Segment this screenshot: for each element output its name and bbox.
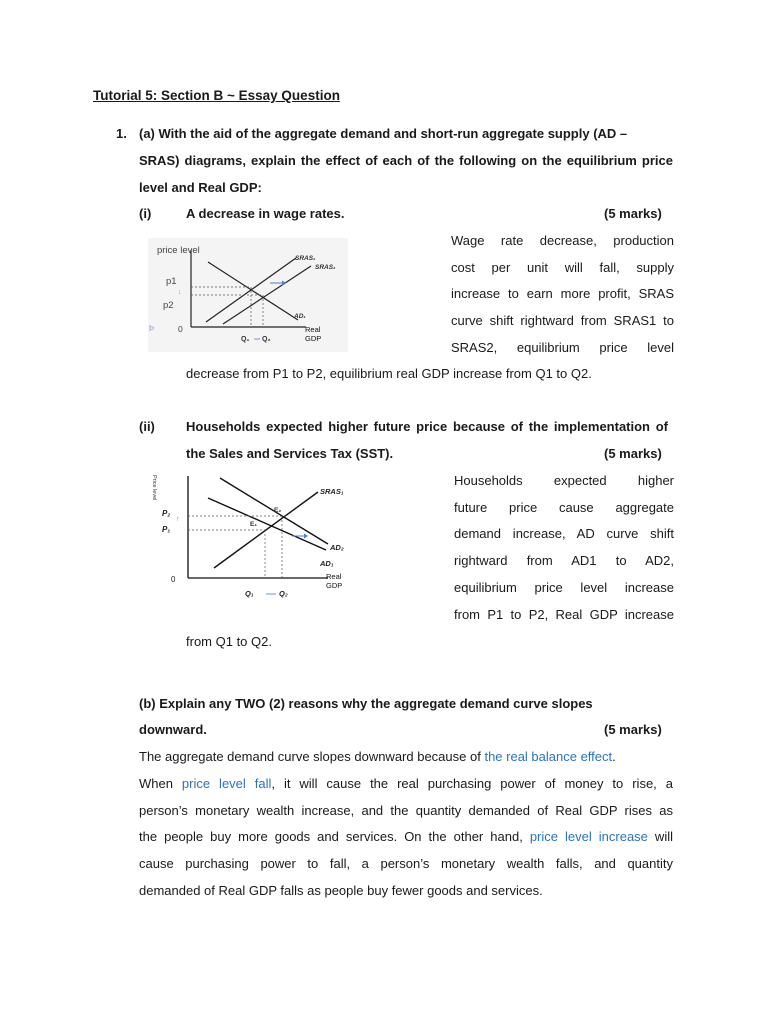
p1-label: P₁ xyxy=(162,525,171,534)
answer-i-line-3: increase to earn more profit, SRAS xyxy=(451,286,674,301)
answer-b-line-5: cause purchasing power to fall, a person’s monetary wealth falls, and quantity xyxy=(139,856,673,871)
highlight-real-balance-effect: the real balance effect xyxy=(484,749,613,764)
answer-i-line-6: decrease from P1 to P2, equilibrium real GDP increase from Q1 to Q2. xyxy=(186,366,592,381)
answer-b-line-2 xyxy=(139,776,673,791)
answer-ii-line-4: rightward from AD1 to AD2, xyxy=(454,553,674,568)
answer-ii-line-7: from Q1 to Q2. xyxy=(186,634,272,649)
highlight-price-level-increase: price level increase xyxy=(529,829,648,844)
q1-label: Q₁ xyxy=(241,336,250,343)
subquestion-ii-text: Households expected higher future price because of the implementation of xyxy=(186,419,668,434)
answer-ii-line-3: demand increase, AD curve shift xyxy=(454,526,674,541)
answer-b-line-6: demanded of Real GDP falls as people buy fewer goods and services. xyxy=(139,883,543,898)
question-b-line-1: (b) Explain any TWO (2) reasons why the aggregate demand curve slopes xyxy=(139,696,593,711)
sras1-label: SRAS₁ xyxy=(295,255,316,262)
y-axis-label: price level xyxy=(157,245,200,256)
price-arrow: ↑ xyxy=(176,516,180,523)
q2-label: Q₂ xyxy=(279,589,288,598)
q1-label: Q₁ xyxy=(245,589,254,598)
shift-arrow-head xyxy=(304,534,308,539)
answer-b-line-3: person’s monetary wealth increase, and the quantity demanded of Real GDP rises as xyxy=(139,803,673,818)
page-title: Tutorial 5: Section B ~ Essay Question xyxy=(93,88,340,103)
x-axis-label-2: GDP xyxy=(326,581,343,590)
ad1-label: AD₁ xyxy=(320,559,334,568)
question-a-line-3: level and Real GDP: xyxy=(139,180,262,195)
e1-label: E₁ xyxy=(250,521,258,528)
subquestion-i-text: A decrease in wage rates. xyxy=(186,206,345,221)
ad1-curve xyxy=(208,498,326,550)
question-a-line-1: (a) With the aid of the aggregate demand and short-run aggregate supply (AD – xyxy=(139,126,628,141)
highlight-price-level-fall: price level fall xyxy=(181,776,272,791)
answer-b-line-4-start: the people buy more goods and services. On the other hand, xyxy=(139,829,530,844)
origin-label: 0 xyxy=(178,324,183,334)
question-number: 1. xyxy=(116,126,127,141)
answer-b-line-4 xyxy=(139,829,673,844)
arrow-mark: ↓ xyxy=(178,289,182,296)
p2-label: P₂ xyxy=(162,509,171,518)
chart-wage-rate-decrease xyxy=(148,238,348,352)
answer-i-line-1: Wage rate decrease, production xyxy=(451,233,674,248)
sras2-label: SRAS₂ xyxy=(315,264,336,271)
answer-b-line-2-start: When xyxy=(139,776,182,791)
answer-ii-line-2: future price cause aggregate xyxy=(454,500,674,515)
sras-label: SRAS₁ xyxy=(320,487,344,496)
answer-b-line-1-end: . xyxy=(612,749,616,764)
e2-label: E₂ xyxy=(274,507,282,514)
q2-label: Q₂ xyxy=(262,336,271,343)
x-axis-label-2: GDP xyxy=(305,334,322,343)
subquestion-i-marks: (5 marks) xyxy=(604,206,662,221)
answer-i-line-2: cost per unit will fall, supply xyxy=(451,260,674,275)
y-axis-label: Price level xyxy=(151,475,157,501)
answer-b-line-4-end: will xyxy=(647,829,673,844)
subquestion-ii-text-2: the Sales and Services Tax (SST). xyxy=(186,446,394,461)
answer-b-line-1 xyxy=(139,749,616,764)
question-a-line-2: SRAS) diagrams, explain the effect of each of the following on the equilibrium price xyxy=(139,153,673,168)
answer-b-line-1-text: The aggregate demand curve slopes downward because of xyxy=(139,749,485,764)
origin-label: 0 xyxy=(171,575,176,584)
x-axis-label-1: Real xyxy=(305,325,321,334)
answer-i-line-5: SRAS2, equilibrium price level xyxy=(451,340,674,355)
answer-i-line-4: curve shift rightward from SRAS1 to xyxy=(451,313,674,328)
ad-label: AD₁ xyxy=(294,313,306,320)
subquestion-i-label: (i) xyxy=(139,206,152,221)
subquestion-ii-label: (ii) xyxy=(139,419,155,434)
x-axis-label-1: Real xyxy=(326,572,342,581)
answer-b-line-2-end: , it will cause the real purchasing power of money to rise, a xyxy=(271,776,673,791)
ad2-label: AD₂ xyxy=(330,543,344,552)
p2-label: p2 xyxy=(163,300,174,311)
chart-higher-expected-price xyxy=(146,470,356,604)
answer-ii-line-6: from P1 to P2, Real GDP increase xyxy=(454,607,674,622)
answer-ii-line-5: equilibrium price level increase xyxy=(454,580,674,595)
subquestion-ii-marks: (5 marks) xyxy=(604,446,662,461)
question-b-marks: (5 marks) xyxy=(604,722,662,737)
answer-ii-line-1: Households expected higher xyxy=(454,473,674,488)
p1-label: p1 xyxy=(166,276,177,287)
question-b-line-2: downward. xyxy=(139,722,207,737)
side-mark: Ϸ xyxy=(149,324,155,333)
